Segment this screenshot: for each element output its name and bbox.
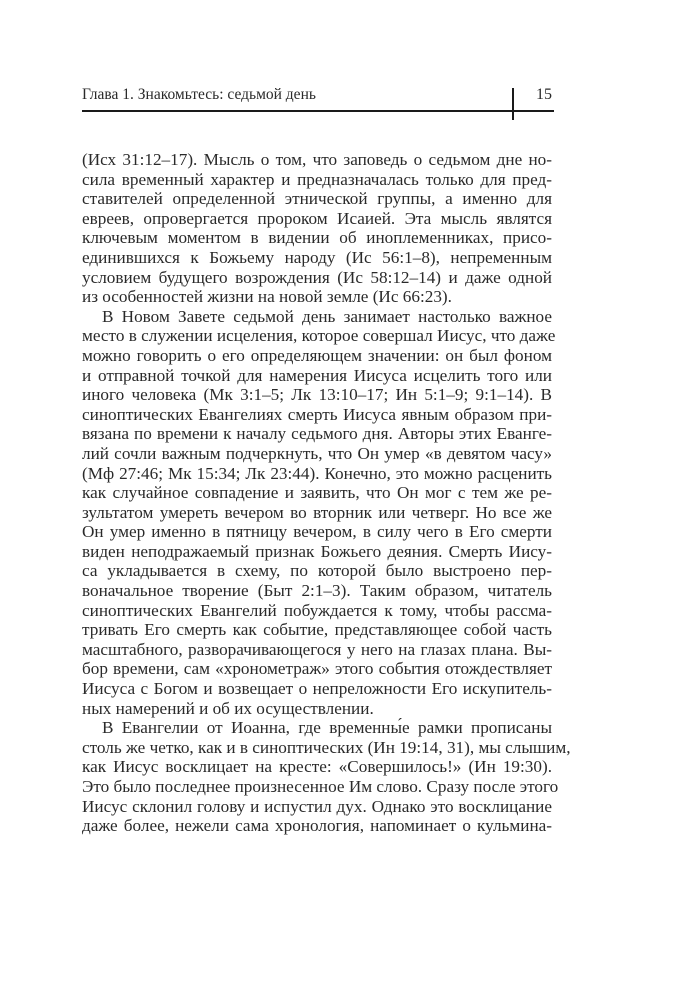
text-line: лий сочли важным подчеркнуть, что Он умер «в девятом часу» <box>82 443 552 463</box>
text-line: евреев, опровергается пророком Исаией. Эта мысль являтся <box>82 208 552 228</box>
paragraph <box>82 306 556 718</box>
text-line: Иисус склонил голову и испустил дух. Однако это восклицание <box>82 796 552 816</box>
paragraph <box>82 150 552 307</box>
text-line: иного человека (Мк 3:1–5; Лк 13:10–17; Ин 5:1–9; 9:1–14). В <box>82 385 552 405</box>
text-line: Иисуса с Богом и возвещает о непреложности Его искупитель- <box>82 679 552 699</box>
running-header <box>82 86 552 110</box>
text-line: единившихся к Божьему народу (Ис 56:1–8), непременным <box>82 247 552 267</box>
text-line: место в служении исцеления, которое совершал Иисус, что даже <box>82 326 556 346</box>
text-line: В Евангелии от Иоанна, где временны́е рамки прописаны <box>102 718 552 738</box>
text-line: виден неподражаемый признак Божьего деяния. Смерть Иису- <box>82 541 552 561</box>
text-line: столь же четко, как и в синоптических (Ин 19:14, 31), мы слышим, <box>82 737 571 757</box>
paragraph <box>82 718 571 836</box>
text-line: и отправной точкой для намерения Иисуса исцелить того или <box>82 365 552 385</box>
header-divider <box>512 88 514 120</box>
text-line: синоптических Евангелий побуждается к тому, чтобы рассма- <box>82 600 552 620</box>
text-line: воначальное творение (Быт 2:1–3). Таким образом, читатель <box>82 581 552 601</box>
page-number: 15 <box>536 86 552 103</box>
text-line: даже более, нежели сама хронология, напоминает о кульмина- <box>82 816 552 836</box>
body-text <box>82 150 571 836</box>
text-line: Это было последнее произнесенное Им слово. Сразу после этого <box>82 777 559 796</box>
text-line: (Исх 31:12–17). Мысль о том, что заповедь о седьмом дне но- <box>82 150 552 169</box>
text-line: как случайное совпадение и заявить, что Он мог с тем же ре- <box>82 483 552 503</box>
text-line: ных намерений и об их осуществлении. <box>82 698 374 718</box>
header-rule <box>82 110 554 112</box>
text-line: из особенностей жизни на новой земле (Ис 66:23). <box>82 287 452 307</box>
text-line: можно говорить о его определяющем значении: он был фоном <box>82 345 552 365</box>
chapter-title: Глава 1. Знакомьтесь: седьмой день <box>82 86 316 103</box>
text-line: ключевым моментом в видении об иноплеменниках, присо- <box>82 228 552 248</box>
text-line: В Новом Завете седьмой день занимает настолько важное <box>102 306 552 326</box>
text-line: зультатом умереть вечером во вторник или четверг. Но все же <box>82 502 552 522</box>
text-line: (Мф 27:46; Мк 15:34; Лк 23:44). Конечно, это можно расценить <box>82 463 552 483</box>
text-line: масштабного, разворачивающегося у него на глазах плана. Вы- <box>82 639 552 659</box>
text-line: вязана по времени к началу седьмого дня. Авторы этих Еванге- <box>82 424 552 444</box>
text-line: бор времени, сам «хронометраж» этого события отождествляет <box>82 659 552 679</box>
text-line: как Иисус восклицает на кресте: «Совершилось!» (Ин 19:30). <box>82 757 552 777</box>
text-line: синоптических Евангелиях смерть Иисуса явным образом при- <box>82 404 552 424</box>
text-line: тривать Его смерть как событие, представляющее собой часть <box>82 620 552 640</box>
text-line: ставителей определенной этнической группы, а именно для <box>82 189 552 209</box>
text-line: Он умер именно в пятницу вечером, в силу чего в Его смерти <box>82 522 552 542</box>
text-line: условием будущего возрождения (Ис 58:12–14) и даже одной <box>82 267 552 287</box>
text-line: са укладывается в схему, по которой было выстроено пер- <box>82 561 552 581</box>
text-line: сила временный характер и предназначалась только для пред- <box>82 169 552 189</box>
